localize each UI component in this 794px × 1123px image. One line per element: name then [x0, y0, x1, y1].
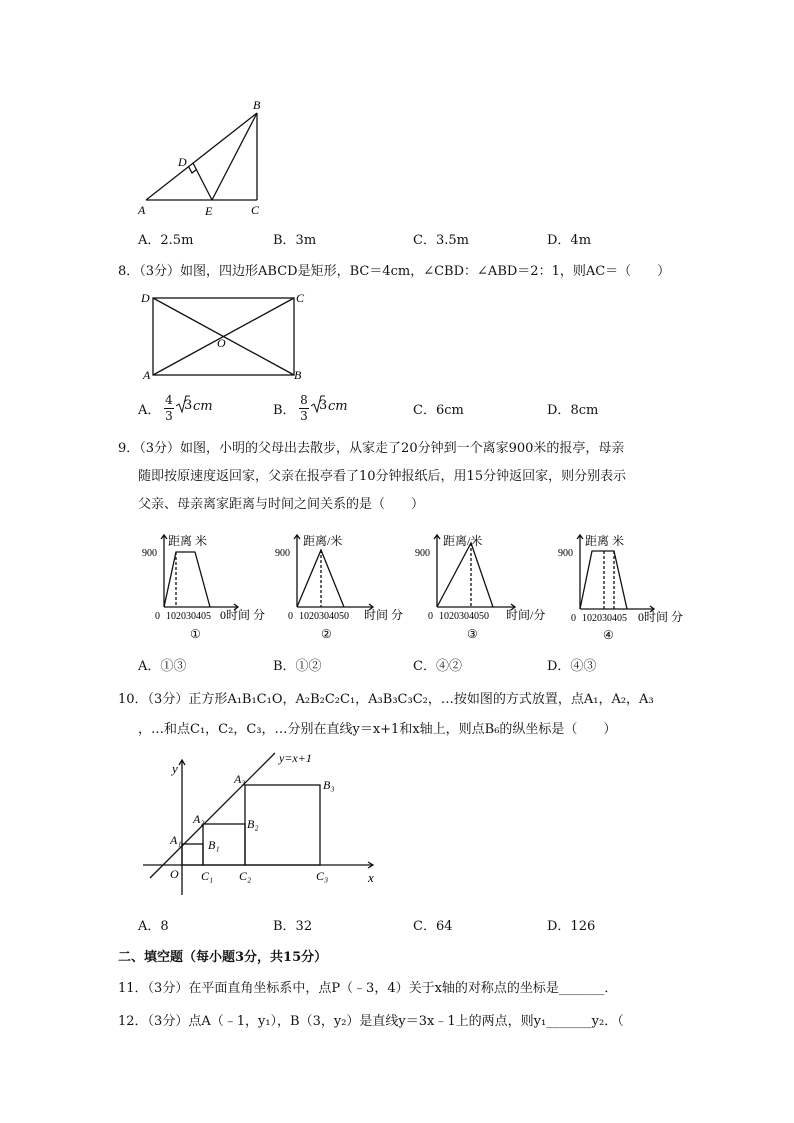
q8-option-a-unit: cm — [193, 399, 213, 414]
q7-option-c: C．3.5m — [413, 233, 469, 248]
q10-label-line: y=x+1 — [279, 751, 312, 765]
q8-option-d-letter: D． — [547, 403, 571, 418]
q10-label-b2: B₂ — [247, 817, 259, 831]
q9-graph-4 — [556, 523, 706, 643]
q8-label-d: D — [141, 291, 150, 305]
q8-option-c-text: 6cm — [435, 403, 464, 418]
q9-graph-4-caption: ④ — [603, 628, 614, 642]
q8-option-a — [138, 394, 248, 426]
q9-graph-2-origin: 0 — [288, 611, 293, 622]
q9-graph-4-y900: 900 — [558, 548, 573, 559]
q10-label-o: O — [170, 867, 179, 881]
q10-figure — [135, 745, 395, 895]
q9-graph-1-origin: 0 — [155, 611, 160, 622]
q9-graph-3-caption: ③ — [467, 627, 478, 641]
q9-graph-3-xlabel: 时间/分 — [506, 608, 546, 622]
q9-graph-4-ylabel: 距离 米 — [585, 534, 625, 548]
q9-graph-3-y900: 900 — [415, 548, 430, 559]
q7-option-b: B．3m — [273, 233, 317, 248]
q10-line-1: 10．（3分）正方形A₁B₁C₁O，A₂B₂C₂C₁，A₃B₃C₃C₂，…按如图的方式放置，点A₁，A₂，A₃ — [118, 692, 654, 707]
q8-option-b-rad: 3 — [319, 398, 328, 413]
q10-label-c2: C₂ — [239, 869, 252, 883]
q7-figure — [130, 95, 280, 225]
q10-option-d: D．126 — [547, 919, 596, 934]
q8-option-b — [273, 394, 383, 426]
q7-option-d: D．4m — [547, 233, 592, 248]
q8-option-a-num: 4 — [165, 393, 173, 407]
q8-option-a-den: 3 — [165, 409, 173, 423]
q8-figure — [135, 285, 315, 385]
q10-label-a3: A₃ — [234, 772, 246, 786]
q8-option-c — [413, 399, 464, 418]
q7-option-a: A．2.5m — [138, 233, 194, 248]
q9-option-b: B．①② — [273, 659, 322, 674]
q9-graph-1 — [140, 523, 280, 643]
q9-graph-2-xticks: 1020304050 — [299, 611, 349, 622]
q9-graph-2-caption: ② — [321, 627, 332, 641]
q8-number: 8．（3分） — [118, 264, 181, 279]
q8-option-b-num: 8 — [300, 393, 308, 407]
q9-graph-2-ylabel: 距离/米 — [303, 534, 343, 548]
q7-label-c: C — [251, 203, 260, 217]
q9-graph-1-xticks: 102030405 — [166, 611, 211, 622]
q9-graph-3-xticks: 1020304050 — [439, 611, 489, 622]
q9-line-2: 随即按原速度返回家，父亲在报亭看了10分钟报纸后，用15分钟返回家，则分别表示 — [138, 469, 627, 484]
q10-label-c3: C₃ — [316, 869, 329, 883]
q10-label-b3: B₃ — [323, 778, 335, 792]
q8-label-a: A — [143, 368, 151, 382]
q8-option-a-letter: A． — [138, 403, 161, 418]
q9-graph-1-y900: 900 — [142, 548, 157, 559]
q10-option-b: B．32 — [273, 919, 313, 934]
q9-graph-3 — [413, 523, 558, 643]
q10-line-2: ，…和点C₁，C₂，C₃，…分别在直线y＝x+1和x轴上，则点B₆的纵坐标是（ ） — [138, 722, 617, 737]
q8-option-b-den: 3 — [300, 409, 308, 423]
section-2-title: 二、填空题（每小题3分，共15分） — [118, 950, 328, 965]
q7-label-e: E — [205, 204, 213, 218]
q9-graph-2-y900: 900 — [275, 548, 290, 559]
q7-label-b: B — [253, 98, 261, 112]
q9-option-d: D．④③ — [547, 659, 597, 674]
q9-line-3: 父亲、母亲离家距离与时间之间关系的是（ ） — [138, 497, 425, 512]
q10-option-a: A．8 — [138, 919, 169, 934]
q9-graph-1-caption: ① — [190, 627, 201, 641]
q10-option-c: C．64 — [413, 919, 453, 934]
q8-label-o: O — [217, 336, 226, 350]
q10-label-b1: B₁ — [208, 838, 220, 852]
q9-graph-3-ylabel: 距离/米 — [443, 534, 483, 548]
q10-label-a2: A₂ — [193, 812, 205, 826]
q10-label-x: x — [368, 870, 374, 885]
q9-graph-4-origin: 0 — [571, 613, 576, 624]
q12-text: 12．（3分）点A（﹣1，y₁），B（3，y₂）是直线y＝3x﹣1上的两点，则y₁_______y₂．（ — [118, 1014, 624, 1029]
q9-graph-2 — [273, 523, 413, 643]
q7-label-d: D — [178, 155, 187, 169]
q10-label-y: y — [172, 761, 178, 776]
q11-text: 11．（3分）在平面直角坐标系中，点P（﹣3，4）关于x轴的对称点的坐标是_______． — [118, 981, 618, 996]
q9-line-1: 9．（3分）如图，小明的父母出去散步，从家走了20分钟到一个离家900米的报亭，母亲 — [118, 441, 625, 456]
q9-option-a: A．①③ — [138, 659, 187, 674]
q8-option-a-rad: 3 — [184, 398, 193, 413]
q8-label-b: B — [294, 368, 302, 382]
q8-option-d-text: 8cm — [570, 403, 599, 418]
q8-option-b-unit: cm — [328, 399, 348, 414]
q9-graph-1-ylabel: 距离 米 — [168, 534, 208, 548]
q10-label-c1: C₁ — [201, 869, 214, 883]
q9-graph-2-xlabel: 时间 分 — [364, 608, 404, 622]
q8-option-d — [547, 399, 598, 418]
q9-graph-1-xlabel: 0时间 分 — [220, 608, 266, 622]
q10-label-a1: A₁ — [170, 833, 182, 847]
q9-graph-4-xticks: 102030405 — [582, 613, 627, 624]
q8-option-c-letter: C． — [413, 403, 436, 418]
q7-label-a: A — [138, 203, 146, 217]
q9-graph-4-xlabel: 0时间 分 — [638, 610, 684, 624]
q8-label-c: C — [296, 291, 305, 305]
q8-option-b-letter: B． — [273, 403, 296, 418]
q9-graph-3-origin: 0 — [428, 611, 433, 622]
q9-option-c: C．④② — [413, 659, 462, 674]
q8-stem: 如图，四边形ABCD是矩形，BC＝4cm，∠CBD：∠ABD＝2：1，则AC＝（ ） — [180, 264, 671, 279]
q8-stem-line — [118, 260, 670, 279]
